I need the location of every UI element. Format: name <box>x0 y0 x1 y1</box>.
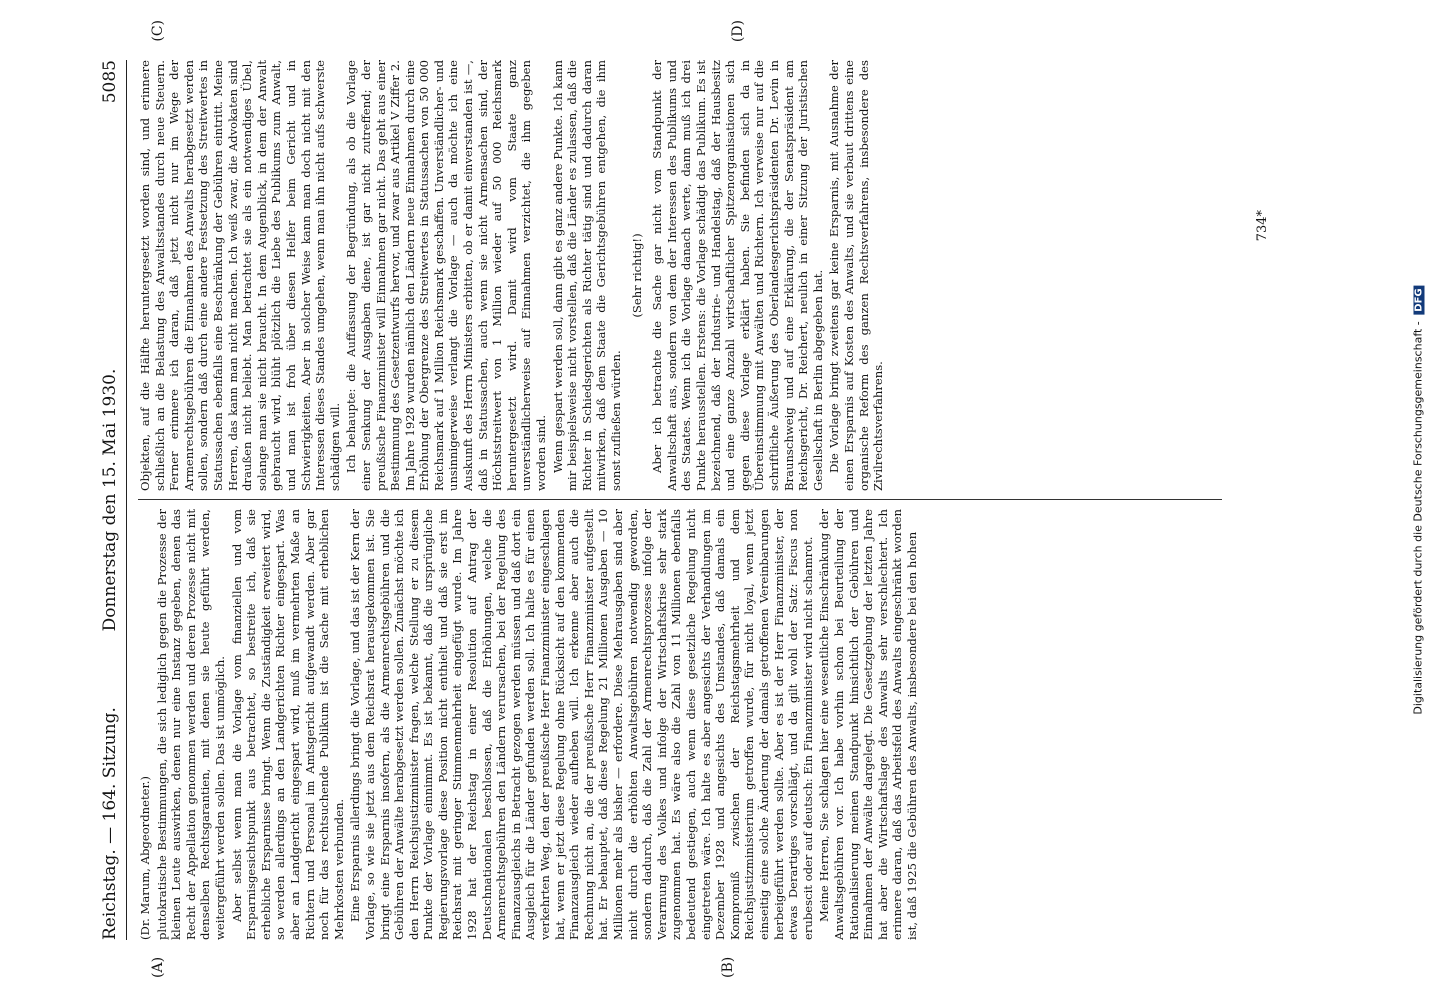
paragraph: Eine Ersparnis allerdings bringt die Vorlage, und das ist der Kern der Vorlage, so wie sie jetzt aus dem Reichsrat herausgekommen ist. Sie bringt eine Ersparnis insofern, als die Armenrechtsgebühren und die Gebühren der Anwälte herabgesetzt werden sollen. Zunächst möchte ich den Herrn Reichsjustizminister fragen, welche Stellung er zu diesem Punkte der Vorlage einnimmt. Es ist bekannt, daß die ursprüngliche Regierungsvorlage diese Position nicht enthielt und daß sie erst im Reichsrat mit geringer Stimmenmehrheit eingefügt wurde. Im Jahre 1928 hat der Reichstag in einer Resolution auf Antrag der Deutschnationalen beschlossen, daß die Erhöhungen, welche die Armenrechtsgebühren den Ländern verursachen, bei der Regelung des Finanzausgleichs in Betracht gezogen werden müssen und daß dort ein Ausgleich für die Länder gefunden werden soll. Ich halte es für einen verkehrten Weg, den der preußische Herr Finanzminister eingeschlagen hat, wenn er jetzt diese Regelung ohne Rücksicht auf den kommenden Finanzausgleich wieder aufheben will. Ich erkenne aber auch die Rechnung nicht an, die der preußische Herr Finanzminister aufgestellt hat. Er behauptet, daß diese Regelung 21 Millionen Ausgaben — 10 Millionen mehr als bisher — erfordere. Diese Mehrausgaben sind aber nicht durch die erhöhten Anwaltsgebühren notwendig geworden, sondern dadurch, daß die Zahl der Armenrechtsprozesse infolge der Verarmung des Volkes und infolge der Wirtschaftskrise sehr stark zugenommen hat. Es wäre also die Zahl von 11 Millionen ebenfalls bedeutend gestiegen, auch wenn diese gesetzliche Regelung nicht eingetreten wäre. Ich halte es aber angesichts der Verhandlungen im Dezember 1928 und angesichts des Umstandes, daß damals ein Kompromiß zwischen der Reichstagsmehrheit und dem Reichsjustizministerium getroffen wurde, für nicht loyal, wenn jetzt einseitig eine solche Änderung der damals getroffenen Vereinbarungen herbeigeführt werden sollte. Aber es ist der Herr Finanzminister, der etwas Derartiges vorschlägt, und da gilt wohl der Satz: Fiscus non erubescit oder auf deutsch: Ein Finanzminister wird nicht schamrot. <box>348 509 815 940</box>
paragraph: Aber selbst wenn man die Vorlage vom finanziellen und vom Ersparnisgesichtspunkt aus betrachtet, so bestreite ich, daß sie erhebliche Ersparnisse bringt. Wenn die Zuständigkeit erweitert wird, so werden allerdings an den Landgerichten Richter eingespart. Was aber an Landgericht eingespart wird, muß im vermehrten Maße an Richtern und Personal im Amtsgericht aufgewandt werden. Aber gar noch für das rechtsuchende Publikum ist die Sache mit erheblichen Mehrkosten verbunden. <box>229 509 346 940</box>
paragraph: Meine Herren, Sie schlagen hier eine wesentliche Einschränkung der Anwaltsgebühren vor. Ich habe vorhin schon bei Beurteilung der Rationalisierung meinen Standpunkt hinsichtlich der Gebühren und Einnahmen der Anwälte dargelegt. Die Gesetzgebung der letzten Jahre hat aber die Wirtschaftslage des Anwalts sehr verschlechtert. Ich erinnere daran, daß das Arbeitsfeld des Anwalts eingeschränkt worden ist, daß 1925 die Gebühren des Anwalts, insbesondere bei den hohen <box>817 509 919 940</box>
right-column <box>138 60 1222 491</box>
digitization-credit <box>1412 285 1425 714</box>
margin-marker-c: (C) <box>150 20 166 42</box>
header-date: Donnerstag den 15. Mai 1930. <box>100 368 120 632</box>
paragraph: plutokratische Bestimmungen, die sich lediglich gegen die Prozesse der kleinen Leute auswirken, denen nur eine Instanz gegeben, denen das Recht der Appellation genommen werden und deren Prozesse nicht mit denselben Rechtsgarantien, mit denen sie heute geführt werden, weitergeführt werden sollen. Das ist unmöglich. <box>154 509 227 940</box>
speaker-label: (Dr. Marum, Abgeordneter.) <box>138 776 152 940</box>
paragraph: Aber ich betrachte die Sache gar nicht vom Standpunkt der Anwaltschaft aus, sondern von dem der Interessen des Publikums und des Staates. Wenn ich die Vorlage danach werte, dann muß ich drei Punkte herausstellen. Erstens: die Vorlage schädigt das Publikum. Es ist bezeichnend, daß der Industrie- und Handelstag, daß der Hausbesitz und eine ganze Anzahl wirtschaftlicher Spitzenorganisationen sich gegen diese Vorlage erklärt haben. Sie befinden sich da in Übereinstimmung mit Anwälten und Richtern. Ich verweise nur auf die schriftliche Äußerung des Oberlandesgerichtspräsidenten Dr. Levin in Braunschweig und auf eine Erklärung, die der Senatspräsident am Reichsgericht, Dr. Reichert, neulich in einer Sitzung der Juristischen Gesellschaft in Berlin abgegeben hat. <box>650 60 825 491</box>
page-number: 5085 <box>100 60 120 104</box>
margin-marker-d: (D) <box>730 20 746 43</box>
page-header <box>96 60 127 940</box>
paragraph: Wenn gespart werden soll, dann gibt es ganz andere Punkte. Ich kann mir beispielsweise nicht vorstellen, daß die Länder es zulassen, daß die Richter in Schiedsgerichten als Richter tätig sind und dadurch daran mitwirken, daß dem Staate die Gerichtsgebühren entgehen, die ihm sonst zufließen würden. <box>550 60 623 491</box>
text-columns <box>138 60 1222 940</box>
signature-mark: 734* <box>1255 210 1270 242</box>
header-left: Reichstag. — 164. Sitzung. <box>100 707 120 940</box>
dfg-logo: DFG <box>1414 285 1425 314</box>
interjection: (Sehr richtig!) <box>629 233 644 318</box>
paragraph: Ich behaupte: die Auffassung der Begründung, als ob die Vorlage einer Senkung der Ausgaben diene, ist gar nicht zutreffend; der preußische Finanzminister will Einnahmen gar nicht. Das geht aus einer Bestimmung des Gesetzentwurfs hervor, und zwar aus Artikel V Ziffer 2. Im Jahre 1928 wurden nämlich den Ländern neue Einnahmen durch eine Erhöhung der Obergrenze des Streitwertes in Statussachen von 50 000 Reichsmark auf 1 Million Reichsmark geschaffen. Unverständlicher- und unsinnigerweise verlangt die Vorlage — auch da möchte ich eine Auskunft des Herrn Ministers erbitten, ob er damit einverstanden ist —, daß in Statussachen, auch wenn sie nicht Armensachen sind, der Höchststreitwert von 1 Million wieder auf 50 000 Reichsmark heruntergesetzt wird. Damit wird vom Staate ganz unverständlicherweise auf Einnahmen verzichtet, die ihm gegeben worden sind. <box>344 60 549 491</box>
paragraph: Objekten, auf die Hälfte heruntergesetzt worden sind, und erinnere schließlich an die Belastung des Anwaltsstandes durch neue Steuern. Ferner erinnere ich daran, daß jetzt nicht nur im Wege der Armenrechtsgebühren die Einnahmen des Anwalts herabgesetzt werden sollen, sondern daß durch eine andere Festsetzung des Streitwertes in Statussachen ebenfalls eine Beschränkung der Gebühren eintritt. Meine Herren, das kann man nicht machen. Ich weiß zwar, die Advokaten sind draußen nicht beliebt. Man betrachtet sie als ein notwendiges Übel, solange man sie nicht braucht. In dem Augenblick, in dem der Anwalt gebraucht wird, blüht plötzlich die Liebe des Publikums zum Anwalt, und man ist froh über diesen Helfer beim Gericht und in Schwierigkeiten. Aber in solcher Weise kann man doch nicht mit den Interessen dieses Standes umgehen, wenn man ihn nicht aufs schwerste schädigen will. <box>138 60 342 491</box>
paragraph: Die Vorlage bringt zweitens gar keine Ersparnis, mit Ausnahme der einen Ersparnis auf Kosten des Anwalts, und sie verbaut drittens eine organische Reform des ganzen Rechtsverfahrens, insbesondere des Zivilrechtsverfahrens. <box>827 60 886 491</box>
margin-marker-b: (B) <box>720 956 736 978</box>
margin-marker-a: (A) <box>150 956 166 978</box>
left-column <box>138 509 1222 940</box>
column-divider <box>138 499 1222 500</box>
credit-text: Digitalisierung gefördert durch die Deutsche Forschungsgemeinschaft - <box>1411 321 1425 715</box>
